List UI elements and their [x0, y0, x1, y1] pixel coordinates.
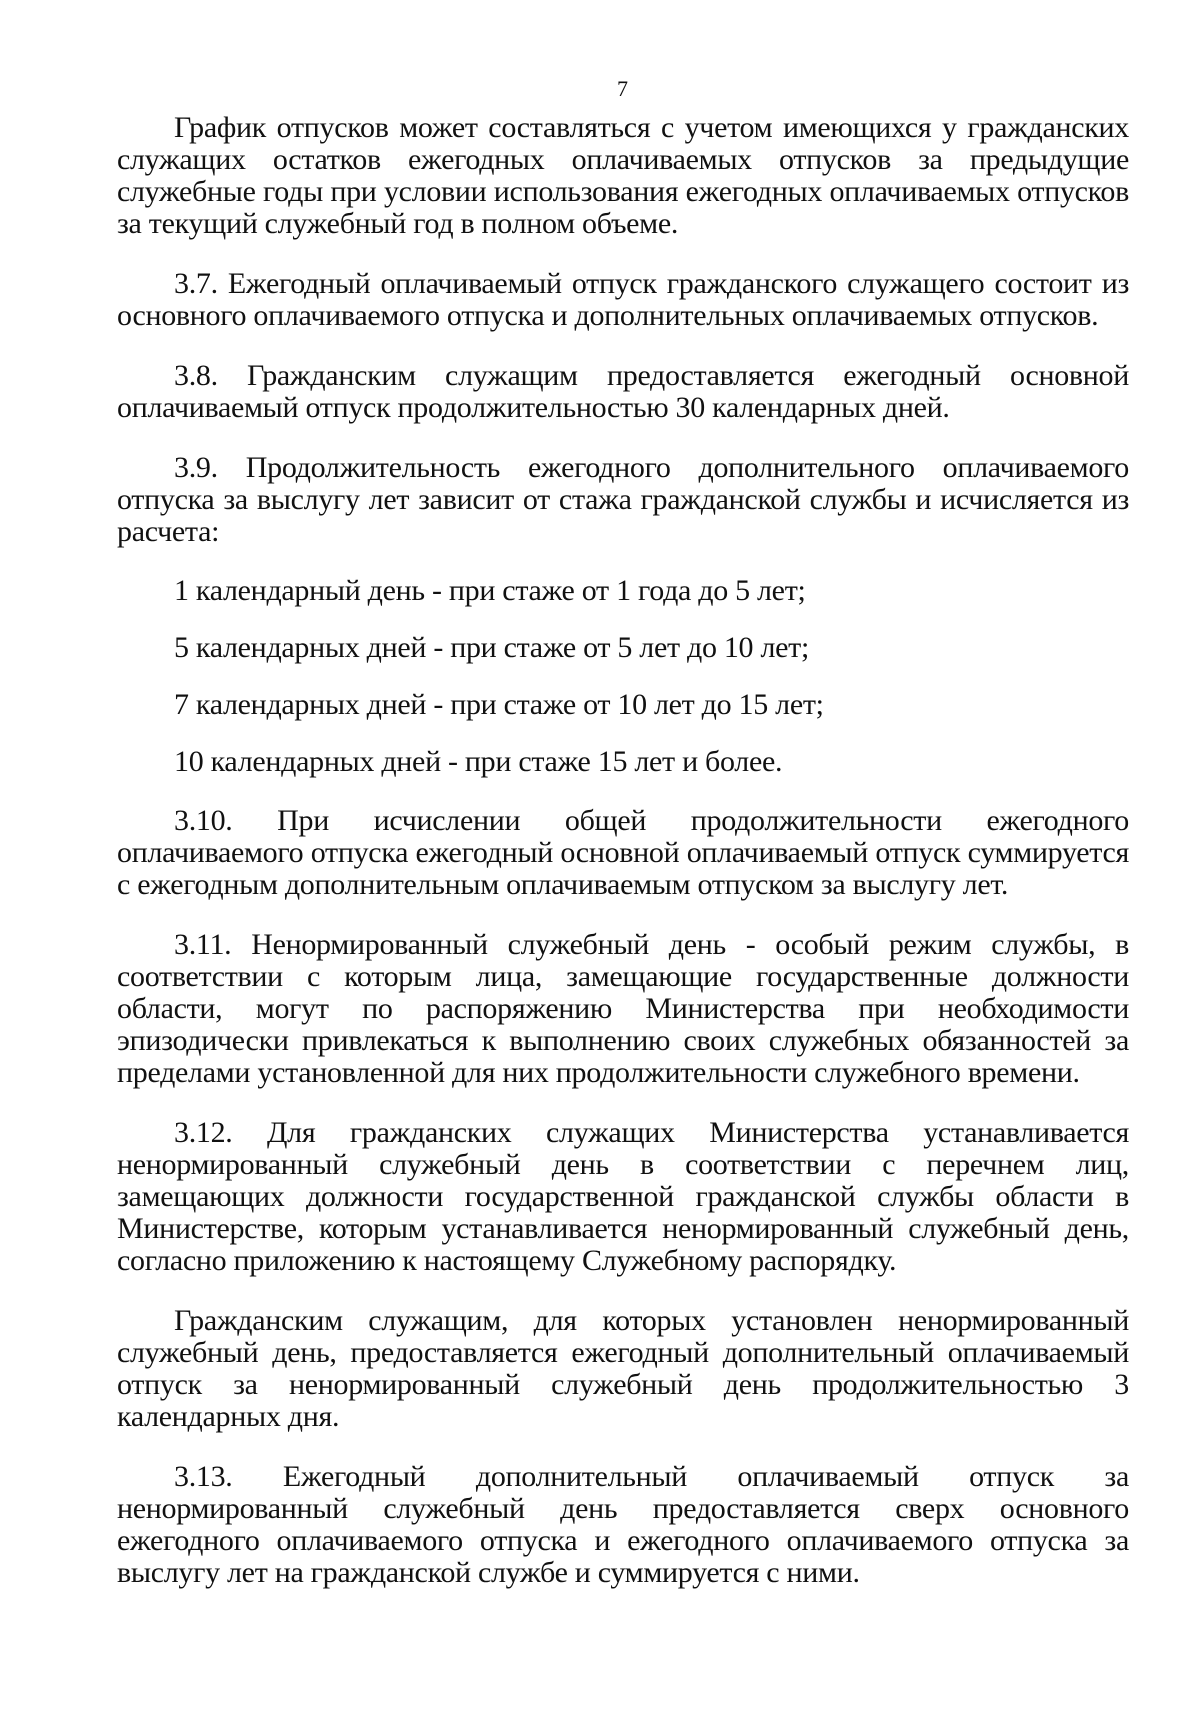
- paragraph-irregular-day-leave: Гражданским служащим, для которых установлен ненормированный служебный день, предоставляется ежегодный дополнительный оплачиваемый отпуск за ненормированный служебный день продолжительностью 3 календарных дня.: [117, 1304, 1129, 1433]
- paragraph-3-10: 3.10. При исчислении общей продолжительности ежегодного оплачиваемого отпуска ежегодный основной оплачиваемый отпуск суммируется с ежегодным дополнительным оплачиваемым отпуском за выслугу лет.: [117, 804, 1129, 901]
- paragraph-vacation-schedule: График отпусков может составляться с учетом имеющихся у гражданских служащих остатков ежегодных оплачиваемых отпусков за предыдущие служебные годы при условии использования ежегодных оплачиваемых отпусков за текущий служебный год в полном объеме.: [117, 111, 1129, 240]
- paragraph-3-11: 3.11. Ненормированный служебный день - особый режим службы, в соответствии с которым лица, замещающие государственные должности области, могут по распоряжению Министерства при необходимости эпизодически привлекаться к выполнению своих служебных обязанностей за пределами установленной для них продолжительности служебного времени.: [117, 928, 1129, 1089]
- paragraph-3-13: 3.13. Ежегодный дополнительный оплачиваемый отпуск за ненормированный служебный день предоставляется сверх основного ежегодного оплачиваемого отпуска и ежегодного оплачиваемого отпуска за выслугу лет на гражданской службе и суммируется с ними.: [117, 1460, 1129, 1589]
- list-item-7-days: 7 календарных дней - при стаже от 10 лет до 15 лет;: [174, 688, 824, 721]
- list-item-10-days: 10 календарных дней - при стаже 15 лет и более.: [174, 745, 783, 778]
- page-number: 7: [617, 76, 628, 101]
- list-item-1-day: 1 календарный день - при стаже от 1 года до 5 лет;: [174, 574, 806, 607]
- paragraph-3-9: 3.9. Продолжительность ежегодного дополнительного оплачиваемого отпуска за выслугу лет зависит от стажа гражданской службы и исчисляется из расчета:: [117, 451, 1129, 548]
- document-body: [117, 112, 1129, 1617]
- list-item-5-days: 5 календарных дней - при стаже от 5 лет до 10 лет;: [174, 631, 809, 664]
- paragraph-3-12: 3.12. Для гражданских служащих Министерства устанавливается ненормированный служебный день в соответствии с перечнем лиц, замещающих должности государственной гражданской службы области в Министерстве, которым устанавливается ненормированный служебный день, согласно приложению к настоящему Служебному распорядку.: [117, 1116, 1129, 1277]
- paragraph-3-8: 3.8. Гражданским служащим предоставляется ежегодный основной оплачиваемый отпуск продолжительностью 30 календарных дней.: [117, 359, 1129, 424]
- paragraph-3-7: 3.7. Ежегодный оплачиваемый отпуск гражданского служащего состоит из основного оплачиваемого отпуска и дополнительных оплачиваемых отпусков.: [117, 267, 1129, 332]
